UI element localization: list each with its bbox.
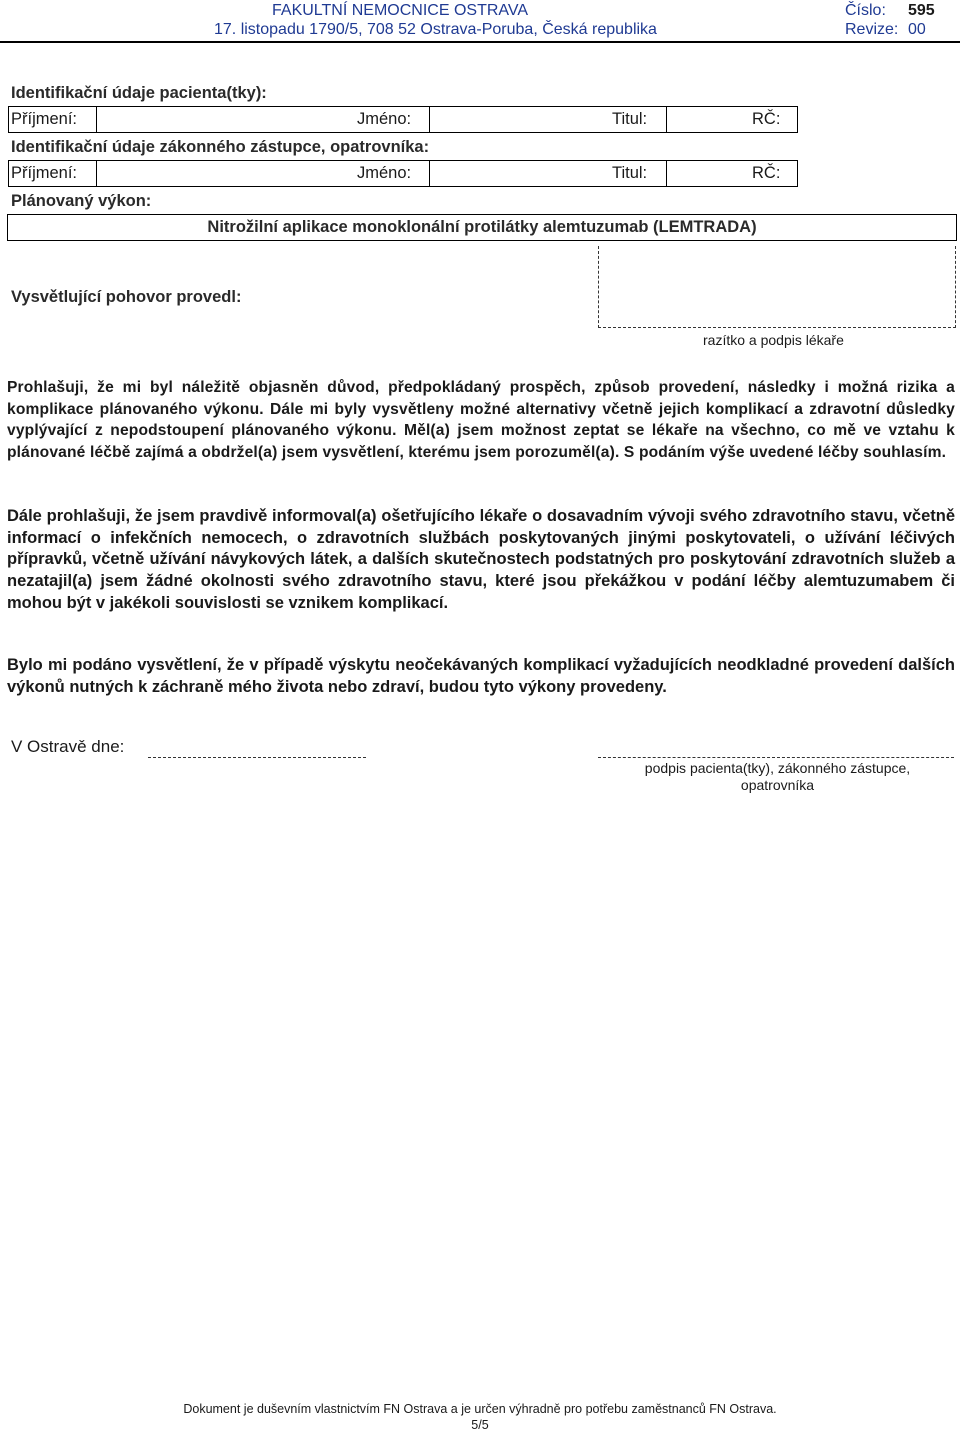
stamp-signature-box[interactable] [598, 246, 956, 328]
signature-line[interactable] [598, 757, 954, 758]
consent-paragraph-2: Dále prohlašuji, že jsem pravdivě informoval(a) ošetřujícího lékaře o dosavadním vývoji svého zdravotního stavu, včetně informací o infekčních nemocech, o zdravotních službách poskytovaných jinými poskytovateli, o užívání léčivých přípravků, včetně užívání návykových látek, a dalších skutečnostech podstatných pro poskytování zdravotních služeb a nezatajil(a) jsem žádné okolnosti svého zdravotního stavu, které jsou překážkou v podání léčby alemtuzumabem či mohou být v jakékoli souvislosti se vznikem komplikací. [7, 507, 955, 612]
hospital-address: 17. listopadu 1790/5, 708 52 Ostrava-Poruba, Česká republika [214, 21, 657, 38]
patient-rc-field[interactable] [746, 107, 798, 132]
representative-rc-field[interactable] [746, 161, 798, 186]
representative-surname-label: Příjmení: [11, 164, 78, 182]
signature-caption: podpis pacienta(tky), zákonného zástupce, opatrovníka [644, 760, 911, 793]
page-number: 5/5 [471, 1418, 489, 1432]
document-number-value: 595 [908, 2, 935, 19]
patient-name-label: Jméno: [357, 110, 412, 128]
stamp-caption: razítko a podpis lékaře [703, 332, 844, 348]
patient-rc-label: RČ: [752, 110, 781, 128]
patient-degree-field[interactable] [666, 107, 747, 132]
patient-degree-label: Titul: [612, 110, 648, 128]
consent-paragraph-3: Bylo mi podáno vysvětlení, že v případě výskytu neočekávaných komplikací vyžadujících neodkladné provedení dalších výkonů nutných k záchraně mého života nebo zdraví, budou tyto výkony provedeny. [7, 656, 955, 696]
date-label: V Ostravě dne: [11, 737, 125, 756]
procedure-label: Plánovaný výkon: [11, 192, 152, 210]
patient-surname-label: Příjmení: [11, 110, 78, 128]
procedure-value: Nitrožilní aplikace monoklonální protilátky alemtuzumab (LEMTRADA) [207, 218, 757, 236]
representative-name-label: Jméno: [357, 164, 412, 182]
consent-paragraph-1: Prohlašuji, že mi byl náležitě objasněn důvod, předpokládaný prospěch, způsob provedení, následky i možná rizika a komplikace plánovaného výkonu. Dále mi byly vysvětleny možné alternativy včetně jejich komplikací a zdravotní důsledky vyplývající z nepodstoupení plánovaného výkonu. Měl(a) jsem možnost zeptat se lékaře na všechno, co mě ve vztahu k plánované léčbě zajímá a obdržel(a) jsem vysvětlení, kterému jsem porozuměl(a). S podáním výše uvedené léčby souhlasím. [7, 379, 955, 462]
representative-name-field[interactable] [429, 161, 610, 186]
revision-label: Revize: [845, 21, 899, 38]
explanation-label: Vysvětlující pohovor provedl: [11, 288, 242, 306]
procedure-box [7, 214, 957, 241]
document-number-label: Číslo: [845, 2, 886, 19]
representative-surname-field[interactable] [96, 161, 362, 186]
patient-name-field[interactable] [429, 107, 610, 132]
date-line[interactable] [148, 757, 366, 758]
header-divider [0, 41, 960, 43]
representative-rc-label: RČ: [752, 164, 781, 182]
representative-fields-row [8, 160, 798, 187]
patient-fields-row [8, 106, 798, 133]
representative-degree-field[interactable] [666, 161, 747, 186]
representative-section-title: Identifikační údaje zákonného zástupce, opatrovníka: [11, 138, 430, 156]
patient-section-title: Identifikační údaje pacienta(tky): [11, 84, 267, 102]
hospital-name: FAKULTNÍ NEMOCNICE OSTRAVA [272, 2, 529, 19]
footer-notice: Dokument je duševním vlastnictvím FN Ostrava a je určen výhradně pro potřebu zaměstnanců FN Ostrava. [183, 1402, 777, 1416]
revision-value: 00 [908, 21, 926, 38]
patient-surname-field[interactable] [96, 107, 362, 132]
representative-degree-label: Titul: [612, 164, 648, 182]
